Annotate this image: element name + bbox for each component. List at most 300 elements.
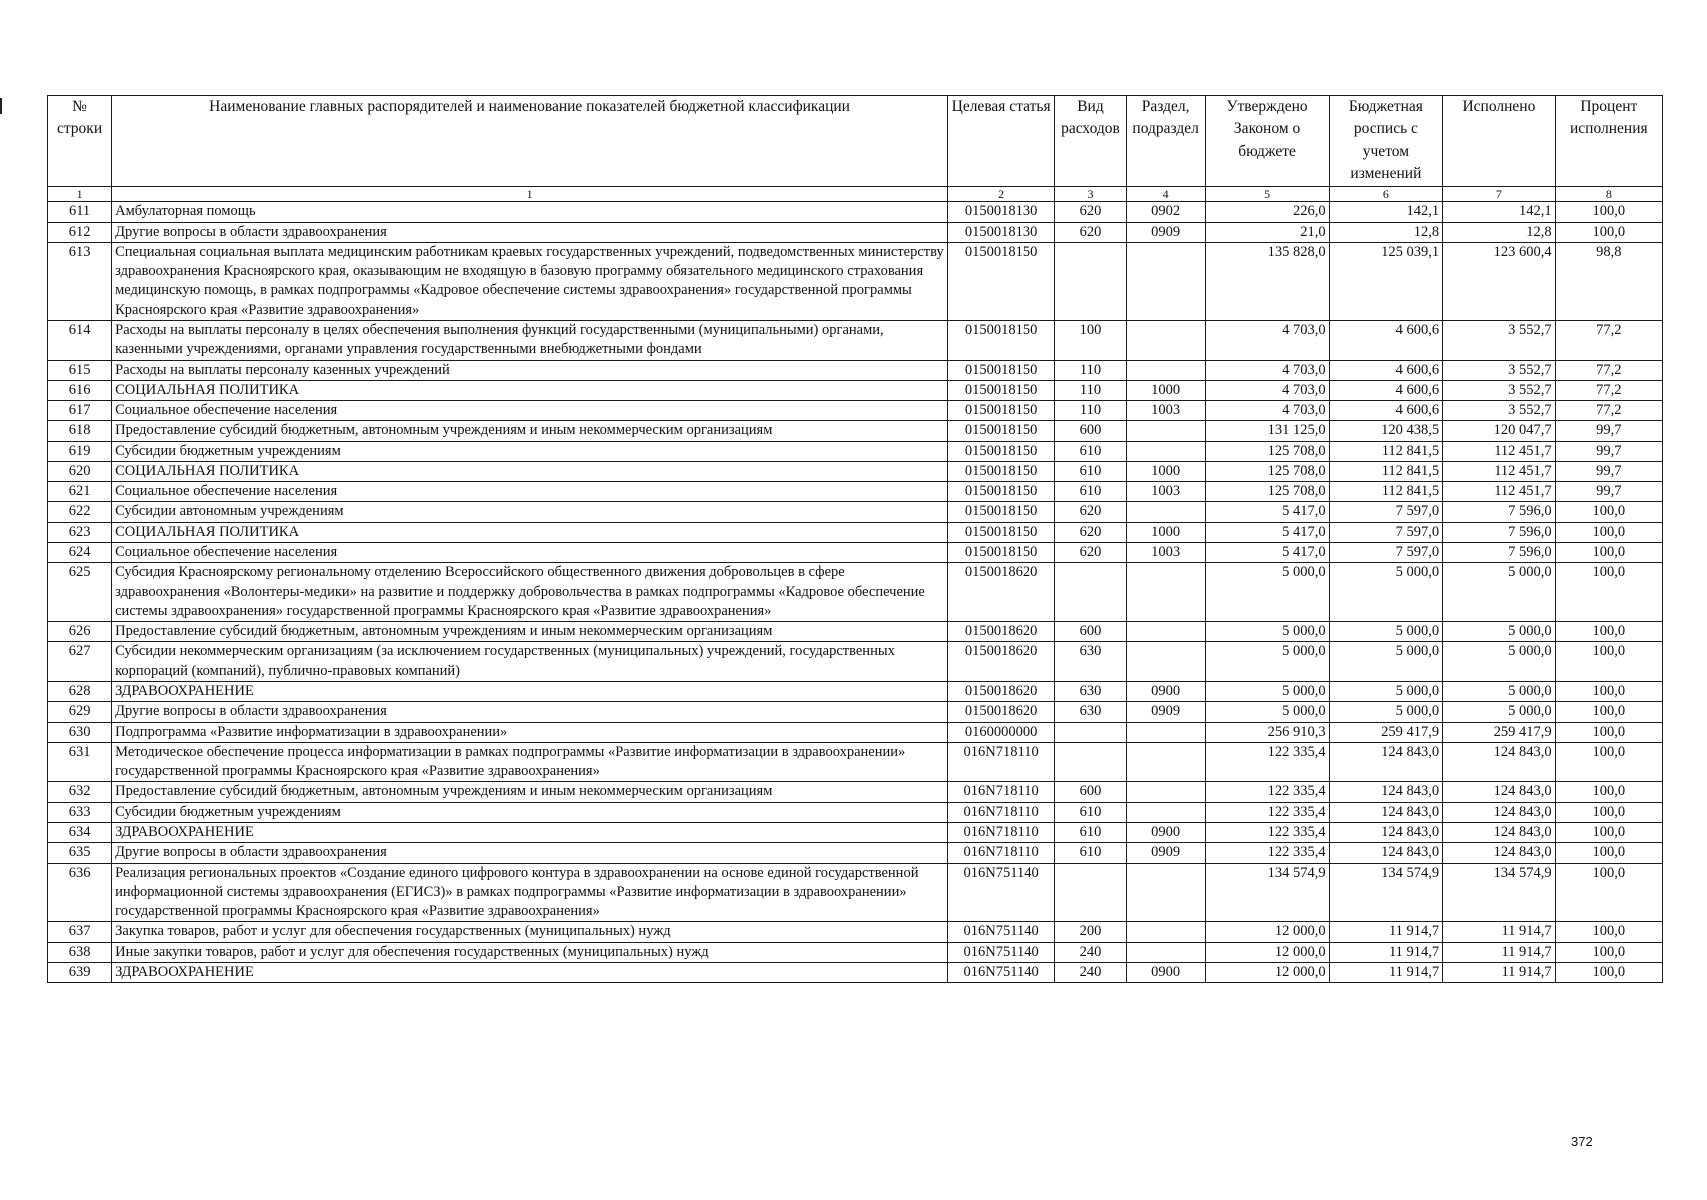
executed-amount-cell: 124 843,0 xyxy=(1443,843,1556,863)
budget-schedule-cell: 124 843,0 xyxy=(1329,782,1443,802)
executed-amount-cell: 5 000,0 xyxy=(1443,563,1556,622)
executed-amount-cell: 7 596,0 xyxy=(1443,543,1556,563)
target-article-cell: 016N751140 xyxy=(948,922,1055,942)
executed-amount-cell: 3 552,7 xyxy=(1443,320,1556,360)
expense-type-cell: 630 xyxy=(1055,642,1126,682)
section-cell xyxy=(1126,502,1205,522)
budget-schedule-cell: 7 597,0 xyxy=(1329,522,1443,542)
executed-amount-cell: 5 000,0 xyxy=(1443,702,1556,722)
approved-amount-cell: 5 417,0 xyxy=(1205,502,1329,522)
row-number-cell: 612 xyxy=(48,222,112,242)
section-cell xyxy=(1126,642,1205,682)
section-cell xyxy=(1126,802,1205,822)
table-row xyxy=(48,822,1663,842)
approved-amount-cell: 122 335,4 xyxy=(1205,782,1329,802)
section-cell: 0909 xyxy=(1126,222,1205,242)
header-section: Раздел, подраздел xyxy=(1126,96,1205,187)
table-row xyxy=(48,222,1663,242)
budget-schedule-cell: 124 843,0 xyxy=(1329,843,1443,863)
executed-amount-cell: 112 451,7 xyxy=(1443,461,1556,481)
section-cell: 1000 xyxy=(1126,380,1205,400)
budget-schedule-cell: 5 000,0 xyxy=(1329,642,1443,682)
row-number-cell: 625 xyxy=(48,563,112,622)
executed-amount-cell: 11 914,7 xyxy=(1443,942,1556,962)
row-number-cell: 637 xyxy=(48,922,112,942)
executed-amount-cell: 11 914,7 xyxy=(1443,962,1556,982)
section-cell: 1003 xyxy=(1126,482,1205,502)
row-name-cell: Подпрограмма «Развитие информатизации в здравоохранении» xyxy=(112,722,948,742)
percent-cell: 100,0 xyxy=(1555,843,1662,863)
table-row xyxy=(48,802,1663,822)
budget-schedule-cell: 125 039,1 xyxy=(1329,242,1443,320)
percent-cell: 100,0 xyxy=(1555,222,1662,242)
target-article-cell: 0150018620 xyxy=(948,682,1055,702)
column-number: 1 xyxy=(112,186,948,201)
executed-amount-cell: 5 000,0 xyxy=(1443,682,1556,702)
section-cell xyxy=(1126,782,1205,802)
expense-type-cell: 600 xyxy=(1055,622,1126,642)
budget-schedule-cell: 112 841,5 xyxy=(1329,461,1443,481)
row-number-cell: 629 xyxy=(48,702,112,722)
row-name-cell: ЗДРАВООХРАНЕНИЕ xyxy=(112,962,948,982)
expense-type-cell: 240 xyxy=(1055,942,1126,962)
percent-cell: 100,0 xyxy=(1555,802,1662,822)
percent-cell: 99,7 xyxy=(1555,461,1662,481)
row-number-cell: 621 xyxy=(48,482,112,502)
expense-type-cell: 620 xyxy=(1055,522,1126,542)
percent-cell: 100,0 xyxy=(1555,942,1662,962)
expense-type-cell: 620 xyxy=(1055,202,1126,222)
table-row xyxy=(48,320,1663,360)
target-article-cell: 0150018620 xyxy=(948,702,1055,722)
percent-cell: 77,2 xyxy=(1555,320,1662,360)
executed-amount-cell: 12,8 xyxy=(1443,222,1556,242)
table-row xyxy=(48,962,1663,982)
target-article-cell: 0150018130 xyxy=(948,202,1055,222)
expense-type-cell: 610 xyxy=(1055,441,1126,461)
budget-schedule-cell: 5 000,0 xyxy=(1329,563,1443,622)
table-row xyxy=(48,360,1663,380)
section-cell xyxy=(1126,421,1205,441)
target-article-cell: 0150018150 xyxy=(948,461,1055,481)
percent-cell: 100,0 xyxy=(1555,622,1662,642)
approved-amount-cell: 12 000,0 xyxy=(1205,962,1329,982)
table-row xyxy=(48,702,1663,722)
approved-amount-cell: 5 000,0 xyxy=(1205,682,1329,702)
target-article-cell: 0150018150 xyxy=(948,502,1055,522)
executed-amount-cell: 134 574,9 xyxy=(1443,863,1556,922)
expense-type-cell: 110 xyxy=(1055,401,1126,421)
header-row-number: № строки xyxy=(48,96,112,187)
target-article-cell: 0150018620 xyxy=(948,622,1055,642)
executed-amount-cell: 3 552,7 xyxy=(1443,380,1556,400)
executed-amount-cell: 124 843,0 xyxy=(1443,802,1556,822)
budget-schedule-cell: 134 574,9 xyxy=(1329,863,1443,922)
percent-cell: 77,2 xyxy=(1555,360,1662,380)
expense-type-cell xyxy=(1055,863,1126,922)
executed-amount-cell: 5 000,0 xyxy=(1443,642,1556,682)
row-name-cell: Субсидии некоммерческим организациям (за исключением государственных (муниципальных) учреждений, государственных корпораций (компаний), публично-правовых компаний) xyxy=(112,642,948,682)
section-cell: 0909 xyxy=(1126,702,1205,722)
header-approved: Утверждено Законом о бюджете xyxy=(1205,96,1329,187)
percent-cell: 100,0 xyxy=(1555,682,1662,702)
budget-schedule-cell: 112 841,5 xyxy=(1329,441,1443,461)
expense-type-cell: 110 xyxy=(1055,380,1126,400)
expense-type-cell: 240 xyxy=(1055,962,1126,982)
approved-amount-cell: 21,0 xyxy=(1205,222,1329,242)
budget-schedule-cell: 11 914,7 xyxy=(1329,942,1443,962)
approved-amount-cell: 125 708,0 xyxy=(1205,482,1329,502)
table-row xyxy=(48,543,1663,563)
percent-cell: 100,0 xyxy=(1555,863,1662,922)
target-article-cell: 0160000000 xyxy=(948,722,1055,742)
expense-type-cell xyxy=(1055,722,1126,742)
table-row xyxy=(48,202,1663,222)
row-number-cell: 615 xyxy=(48,360,112,380)
row-name-cell: Субсидии автономным учреждениям xyxy=(112,502,948,522)
row-name-cell: Иные закупки товаров, работ и услуг для обеспечения государственных (муниципальных) нужд xyxy=(112,942,948,962)
expense-type-cell: 610 xyxy=(1055,843,1126,863)
executed-amount-cell: 123 600,4 xyxy=(1443,242,1556,320)
percent-cell: 100,0 xyxy=(1555,962,1662,982)
section-cell xyxy=(1126,742,1205,782)
target-article-cell: 0150018150 xyxy=(948,401,1055,421)
target-article-cell: 0150018620 xyxy=(948,642,1055,682)
budget-schedule-cell: 5 000,0 xyxy=(1329,702,1443,722)
approved-amount-cell: 12 000,0 xyxy=(1205,922,1329,942)
budget-schedule-cell: 4 600,6 xyxy=(1329,401,1443,421)
expense-type-cell: 610 xyxy=(1055,482,1126,502)
expense-type-cell: 610 xyxy=(1055,822,1126,842)
section-cell xyxy=(1126,320,1205,360)
target-article-cell: 0150018150 xyxy=(948,320,1055,360)
budget-execution-table xyxy=(47,95,1663,983)
section-cell: 0900 xyxy=(1126,962,1205,982)
row-name-cell: Субсидия Красноярскому региональному отделению Всероссийского общественного движения добровольцев в сфере здравоохранения «Волонтеры-медики» на развитие и поддержку добровольчества в рамках подпрограммы «Кадровое обеспечение системы здравоохранения» государственной программы Красноярского края «Развитие здравоохранения» xyxy=(112,563,948,622)
expense-type-cell: 100 xyxy=(1055,320,1126,360)
approved-amount-cell: 134 574,9 xyxy=(1205,863,1329,922)
target-article-cell: 0150018150 xyxy=(948,242,1055,320)
target-article-cell: 016N751140 xyxy=(948,962,1055,982)
column-numbers-row xyxy=(48,186,1663,201)
row-number-cell: 634 xyxy=(48,822,112,842)
expense-type-cell: 200 xyxy=(1055,922,1126,942)
budget-schedule-cell: 120 438,5 xyxy=(1329,421,1443,441)
row-name-cell: Социальное обеспечение населения xyxy=(112,482,948,502)
row-name-cell: Субсидии бюджетным учреждениям xyxy=(112,441,948,461)
percent-cell: 100,0 xyxy=(1555,702,1662,722)
row-number-cell: 613 xyxy=(48,242,112,320)
approved-amount-cell: 4 703,0 xyxy=(1205,320,1329,360)
row-name-cell: Субсидии бюджетным учреждениям xyxy=(112,802,948,822)
percent-cell: 77,2 xyxy=(1555,401,1662,421)
expense-type-cell: 620 xyxy=(1055,222,1126,242)
approved-amount-cell: 5 417,0 xyxy=(1205,543,1329,563)
row-number-cell: 616 xyxy=(48,380,112,400)
target-article-cell: 016N718110 xyxy=(948,782,1055,802)
executed-amount-cell: 124 843,0 xyxy=(1443,742,1556,782)
target-article-cell: 016N751140 xyxy=(948,863,1055,922)
approved-amount-cell: 5 000,0 xyxy=(1205,622,1329,642)
approved-amount-cell: 4 703,0 xyxy=(1205,401,1329,421)
budget-schedule-cell: 4 600,6 xyxy=(1329,360,1443,380)
section-cell xyxy=(1126,942,1205,962)
approved-amount-cell: 122 335,4 xyxy=(1205,742,1329,782)
approved-amount-cell: 4 703,0 xyxy=(1205,380,1329,400)
scan-edge-mark xyxy=(0,98,2,114)
budget-schedule-cell: 11 914,7 xyxy=(1329,962,1443,982)
executed-amount-cell: 112 451,7 xyxy=(1443,441,1556,461)
row-name-cell: СОЦИАЛЬНАЯ ПОЛИТИКА xyxy=(112,461,948,481)
row-number-cell: 620 xyxy=(48,461,112,481)
budget-schedule-cell: 124 843,0 xyxy=(1329,802,1443,822)
approved-amount-cell: 131 125,0 xyxy=(1205,421,1329,441)
target-article-cell: 0150018620 xyxy=(948,563,1055,622)
expense-type-cell xyxy=(1055,242,1126,320)
table-row xyxy=(48,242,1663,320)
row-name-cell: СОЦИАЛЬНАЯ ПОЛИТИКА xyxy=(112,380,948,400)
budget-schedule-cell: 12,8 xyxy=(1329,222,1443,242)
budget-schedule-cell: 142,1 xyxy=(1329,202,1443,222)
table-row xyxy=(48,642,1663,682)
table-row xyxy=(48,563,1663,622)
percent-cell: 99,7 xyxy=(1555,421,1662,441)
percent-cell: 77,2 xyxy=(1555,380,1662,400)
row-name-cell: Расходы на выплаты персоналу казенных учреждений xyxy=(112,360,948,380)
section-cell: 0900 xyxy=(1126,682,1205,702)
row-name-cell: Закупка товаров, работ и услуг для обеспечения государственных (муниципальных) нужд xyxy=(112,922,948,942)
table-row xyxy=(48,682,1663,702)
column-number: 6 xyxy=(1329,186,1443,201)
row-name-cell: Специальная социальная выплата медицинским работникам краевых государственных учреждений, подведомственных министерству здравоохранения Красноярского края, оказывающим не входящую в базовую программу обязательного медицинского страхования медицинскую помощь, в рамках подпрограммы «Кадровое обеспечение системы здравоохранения» государственной программы Красноярского края «Развитие здравоохранения» xyxy=(112,242,948,320)
row-name-cell: Расходы на выплаты персоналу в целях обеспечения выполнения функций государственными (муниципальными) органами, казенными учреждениями, органами управления государственными внебюджетными фондами xyxy=(112,320,948,360)
percent-cell: 98,8 xyxy=(1555,242,1662,320)
budget-schedule-cell: 4 600,6 xyxy=(1329,380,1443,400)
table-row xyxy=(48,942,1663,962)
table-row xyxy=(48,742,1663,782)
table-header xyxy=(48,96,1663,202)
percent-cell: 99,7 xyxy=(1555,482,1662,502)
budget-schedule-cell: 124 843,0 xyxy=(1329,742,1443,782)
section-cell: 1000 xyxy=(1126,522,1205,542)
row-number-cell: 636 xyxy=(48,863,112,922)
budget-schedule-cell: 7 597,0 xyxy=(1329,543,1443,563)
column-number: 7 xyxy=(1443,186,1556,201)
percent-cell: 100,0 xyxy=(1555,782,1662,802)
executed-amount-cell: 112 451,7 xyxy=(1443,482,1556,502)
row-name-cell: Другие вопросы в области здравоохранения xyxy=(112,702,948,722)
percent-cell: 99,7 xyxy=(1555,441,1662,461)
approved-amount-cell: 125 708,0 xyxy=(1205,441,1329,461)
target-article-cell: 016N718110 xyxy=(948,742,1055,782)
approved-amount-cell: 226,0 xyxy=(1205,202,1329,222)
executed-amount-cell: 120 047,7 xyxy=(1443,421,1556,441)
table-row xyxy=(48,502,1663,522)
row-name-cell: Реализация региональных проектов «Создание единого цифрового контура в здравоохранении на основе единой государственной информационной системы здравоохранения (ЕГИСЗ)» в рамках подпрограммы «Развитие информатизации в здравоохранении» государственной программы Красноярского края «Развитие здравоохранения» xyxy=(112,863,948,922)
header-target-article: Целевая статья xyxy=(948,96,1055,187)
row-number-cell: 624 xyxy=(48,543,112,563)
row-name-cell: Другие вопросы в области здравоохранения xyxy=(112,222,948,242)
section-cell: 1000 xyxy=(1126,461,1205,481)
target-article-cell: 0150018150 xyxy=(948,380,1055,400)
column-number: 5 xyxy=(1205,186,1329,201)
executed-amount-cell: 11 914,7 xyxy=(1443,922,1556,942)
table-row xyxy=(48,622,1663,642)
row-number-cell: 623 xyxy=(48,522,112,542)
target-article-cell: 016N718110 xyxy=(948,843,1055,863)
target-article-cell: 0150018150 xyxy=(948,441,1055,461)
executed-amount-cell: 3 552,7 xyxy=(1443,360,1556,380)
approved-amount-cell: 256 910,3 xyxy=(1205,722,1329,742)
section-cell xyxy=(1126,722,1205,742)
executed-amount-cell: 7 596,0 xyxy=(1443,502,1556,522)
row-number-cell: 631 xyxy=(48,742,112,782)
percent-cell: 100,0 xyxy=(1555,742,1662,782)
target-article-cell: 016N751140 xyxy=(948,942,1055,962)
column-number: 3 xyxy=(1055,186,1126,201)
column-number: 2 xyxy=(948,186,1055,201)
expense-type-cell: 600 xyxy=(1055,421,1126,441)
target-article-cell: 0150018150 xyxy=(948,360,1055,380)
table-row xyxy=(48,421,1663,441)
budget-schedule-cell: 5 000,0 xyxy=(1329,622,1443,642)
percent-cell: 100,0 xyxy=(1555,922,1662,942)
expense-type-cell: 630 xyxy=(1055,702,1126,722)
row-name-cell: Социальное обеспечение населения xyxy=(112,401,948,421)
section-cell: 1003 xyxy=(1126,401,1205,421)
column-number: 1 xyxy=(48,186,112,201)
section-cell: 0909 xyxy=(1126,843,1205,863)
executed-amount-cell: 124 843,0 xyxy=(1443,822,1556,842)
header-percent: Процент исполнения xyxy=(1555,96,1662,187)
budget-schedule-cell: 11 914,7 xyxy=(1329,922,1443,942)
percent-cell: 100,0 xyxy=(1555,563,1662,622)
section-cell xyxy=(1126,441,1205,461)
section-cell xyxy=(1126,563,1205,622)
target-article-cell: 0150018150 xyxy=(948,482,1055,502)
approved-amount-cell: 125 708,0 xyxy=(1205,461,1329,481)
row-number-cell: 627 xyxy=(48,642,112,682)
section-cell: 0902 xyxy=(1126,202,1205,222)
budget-schedule-cell: 124 843,0 xyxy=(1329,822,1443,842)
table-row xyxy=(48,482,1663,502)
expense-type-cell: 610 xyxy=(1055,802,1126,822)
row-number-cell: 622 xyxy=(48,502,112,522)
expense-type-cell xyxy=(1055,563,1126,622)
row-name-cell: Предоставление субсидий бюджетным, автономным учреждениям и иным некоммерческим организациям xyxy=(112,782,948,802)
row-name-cell: Социальное обеспечение населения xyxy=(112,543,948,563)
table-row xyxy=(48,843,1663,863)
percent-cell: 100,0 xyxy=(1555,202,1662,222)
expense-type-cell: 630 xyxy=(1055,682,1126,702)
row-number-cell: 617 xyxy=(48,401,112,421)
row-number-cell: 626 xyxy=(48,622,112,642)
expense-type-cell: 110 xyxy=(1055,360,1126,380)
target-article-cell: 016N718110 xyxy=(948,822,1055,842)
table-row xyxy=(48,863,1663,922)
row-number-cell: 611 xyxy=(48,202,112,222)
approved-amount-cell: 5 417,0 xyxy=(1205,522,1329,542)
header-budget-schedule: Бюджетная роспись с учетом изменений xyxy=(1329,96,1443,187)
column-number: 8 xyxy=(1555,186,1662,201)
percent-cell: 100,0 xyxy=(1555,522,1662,542)
row-name-cell: Предоставление субсидий бюджетным, автономным учреждениям и иным некоммерческим организациям xyxy=(112,622,948,642)
row-number-cell: 635 xyxy=(48,843,112,863)
target-article-cell: 0150018150 xyxy=(948,543,1055,563)
executed-amount-cell: 3 552,7 xyxy=(1443,401,1556,421)
expense-type-cell: 610 xyxy=(1055,461,1126,481)
table-row xyxy=(48,722,1663,742)
table-row xyxy=(48,522,1663,542)
row-number-cell: 628 xyxy=(48,682,112,702)
target-article-cell: 0150018150 xyxy=(948,522,1055,542)
percent-cell: 100,0 xyxy=(1555,502,1662,522)
expense-type-cell xyxy=(1055,742,1126,782)
row-number-cell: 618 xyxy=(48,421,112,441)
section-cell xyxy=(1126,622,1205,642)
row-number-cell: 614 xyxy=(48,320,112,360)
table-body xyxy=(48,202,1663,983)
approved-amount-cell: 5 000,0 xyxy=(1205,642,1329,682)
section-cell xyxy=(1126,360,1205,380)
approved-amount-cell: 5 000,0 xyxy=(1205,702,1329,722)
row-number-cell: 633 xyxy=(48,802,112,822)
table-row xyxy=(48,380,1663,400)
percent-cell: 100,0 xyxy=(1555,642,1662,682)
header-expense-type: Вид расходов xyxy=(1055,96,1126,187)
approved-amount-cell: 122 335,4 xyxy=(1205,843,1329,863)
row-number-cell: 638 xyxy=(48,942,112,962)
executed-amount-cell: 142,1 xyxy=(1443,202,1556,222)
row-number-cell: 630 xyxy=(48,722,112,742)
row-name-cell: Другие вопросы в области здравоохранения xyxy=(112,843,948,863)
section-cell: 1003 xyxy=(1126,543,1205,563)
page-number: 372 xyxy=(1571,1134,1593,1149)
expense-type-cell: 620 xyxy=(1055,543,1126,563)
approved-amount-cell: 122 335,4 xyxy=(1205,802,1329,822)
row-name-cell: Методическое обеспечение процесса информатизации в рамках подпрограммы «Развитие информатизации в здравоохранении» государственной программы Красноярского края «Развитие здравоохранения» xyxy=(112,742,948,782)
executed-amount-cell: 259 417,9 xyxy=(1443,722,1556,742)
row-number-cell: 619 xyxy=(48,441,112,461)
approved-amount-cell: 12 000,0 xyxy=(1205,942,1329,962)
section-cell xyxy=(1126,863,1205,922)
budget-schedule-cell: 5 000,0 xyxy=(1329,682,1443,702)
budget-schedule-cell: 4 600,6 xyxy=(1329,320,1443,360)
table-row xyxy=(48,401,1663,421)
percent-cell: 100,0 xyxy=(1555,822,1662,842)
approved-amount-cell: 5 000,0 xyxy=(1205,563,1329,622)
section-cell xyxy=(1126,242,1205,320)
approved-amount-cell: 4 703,0 xyxy=(1205,360,1329,380)
target-article-cell: 0150018130 xyxy=(948,222,1055,242)
row-name-cell: ЗДРАВООХРАНЕНИЕ xyxy=(112,682,948,702)
executed-amount-cell: 5 000,0 xyxy=(1443,622,1556,642)
table-row xyxy=(48,441,1663,461)
approved-amount-cell: 135 828,0 xyxy=(1205,242,1329,320)
table-row xyxy=(48,461,1663,481)
row-name-cell: ЗДРАВООХРАНЕНИЕ xyxy=(112,822,948,842)
row-number-cell: 632 xyxy=(48,782,112,802)
budget-schedule-cell: 112 841,5 xyxy=(1329,482,1443,502)
row-number-cell: 639 xyxy=(48,962,112,982)
header-executed: Исполнено xyxy=(1443,96,1556,187)
executed-amount-cell: 124 843,0 xyxy=(1443,782,1556,802)
budget-schedule-cell: 259 417,9 xyxy=(1329,722,1443,742)
executed-amount-cell: 7 596,0 xyxy=(1443,522,1556,542)
column-number: 4 xyxy=(1126,186,1205,201)
target-article-cell: 016N718110 xyxy=(948,802,1055,822)
row-name-cell: Амбулаторная помощь xyxy=(112,202,948,222)
